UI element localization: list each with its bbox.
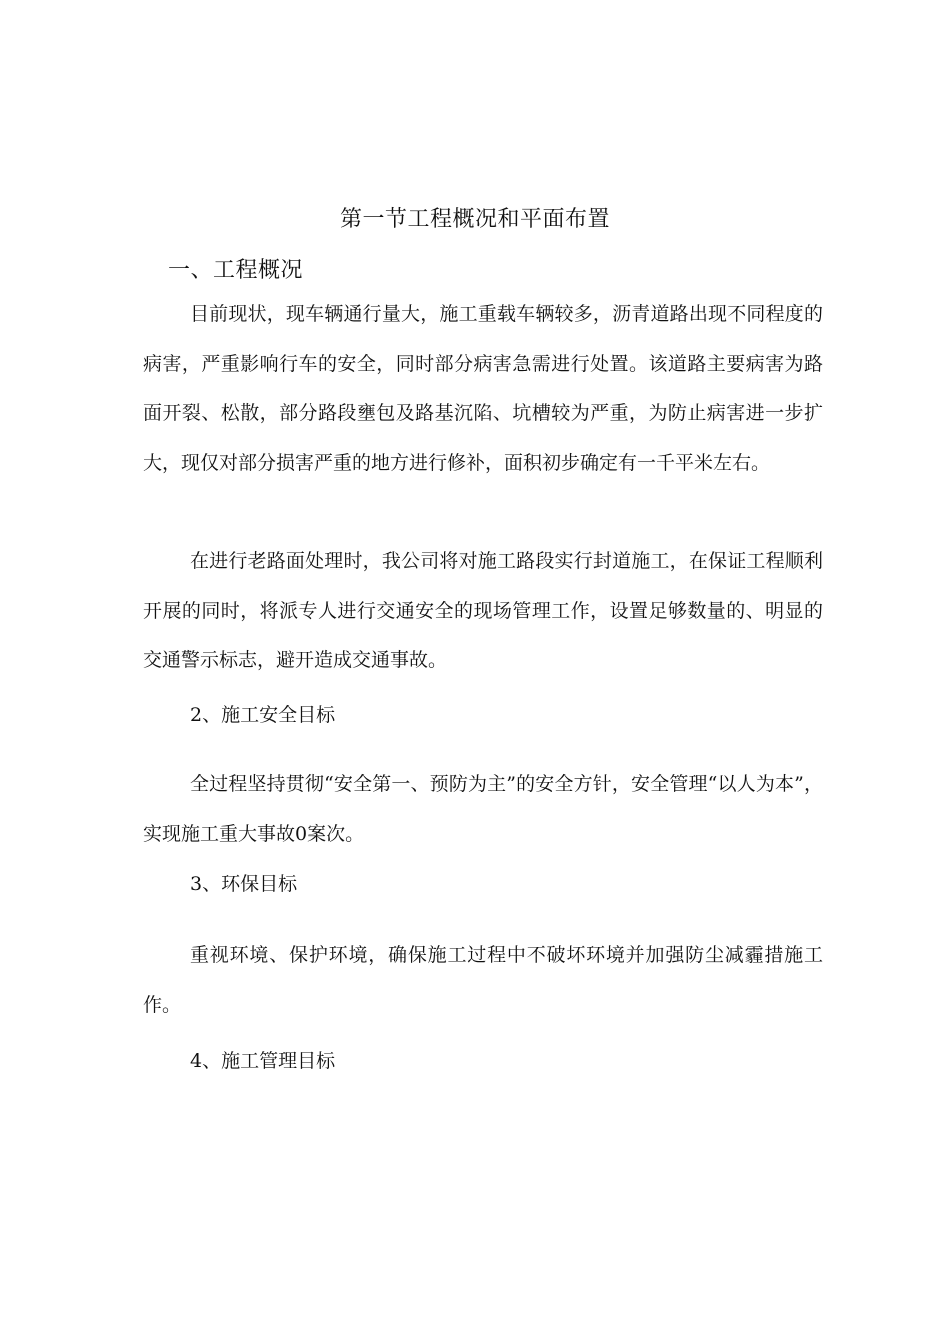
subheading-environment-goal: 3、环保目标 <box>190 873 298 895</box>
page-title: 第一节工程概况和平面布置 <box>339 207 610 232</box>
subheading-management-goal: 4、施工管理目标 <box>190 1050 336 1072</box>
paragraph-road-closure: 在进行老路面处理时，我公司将对施工路段实行封道施工，在保证工程顺利开展的同时，将派专人进行交通安全的现场管理工作，设置足够数量的、明显的交通警示标志，避开造成交通事故。 <box>143 550 823 672</box>
paragraph-safety: 全过程坚持贯彻“安全第一、预防为主”的安全方针，安全管理“以人为本”，实现施工重大事故0案次。 <box>143 773 823 845</box>
paragraph-status: 目前现状，现车辆通行量大，施工重载车辆较多，沥青道路出现不同程度的病害，严重影响行车的安全，同时部分病害急需进行处置。该道路主要病害为路面开裂、松散，部分路段壅包及路基沉陷、坑槽较为严重，为防止病害进一步扩大，现仅对部分损害严重的地方进行修补，面积初步确定有一千平米左右。 <box>143 303 823 474</box>
section-heading: 一、工程概况 <box>168 258 304 283</box>
subheading-safety-goal: 2、施工安全目标 <box>190 704 336 726</box>
paragraph-environment: 重视环境、保护环境，确保施工过程中不破坏环境并加强防尘减霾措施工作。 <box>143 944 823 1016</box>
